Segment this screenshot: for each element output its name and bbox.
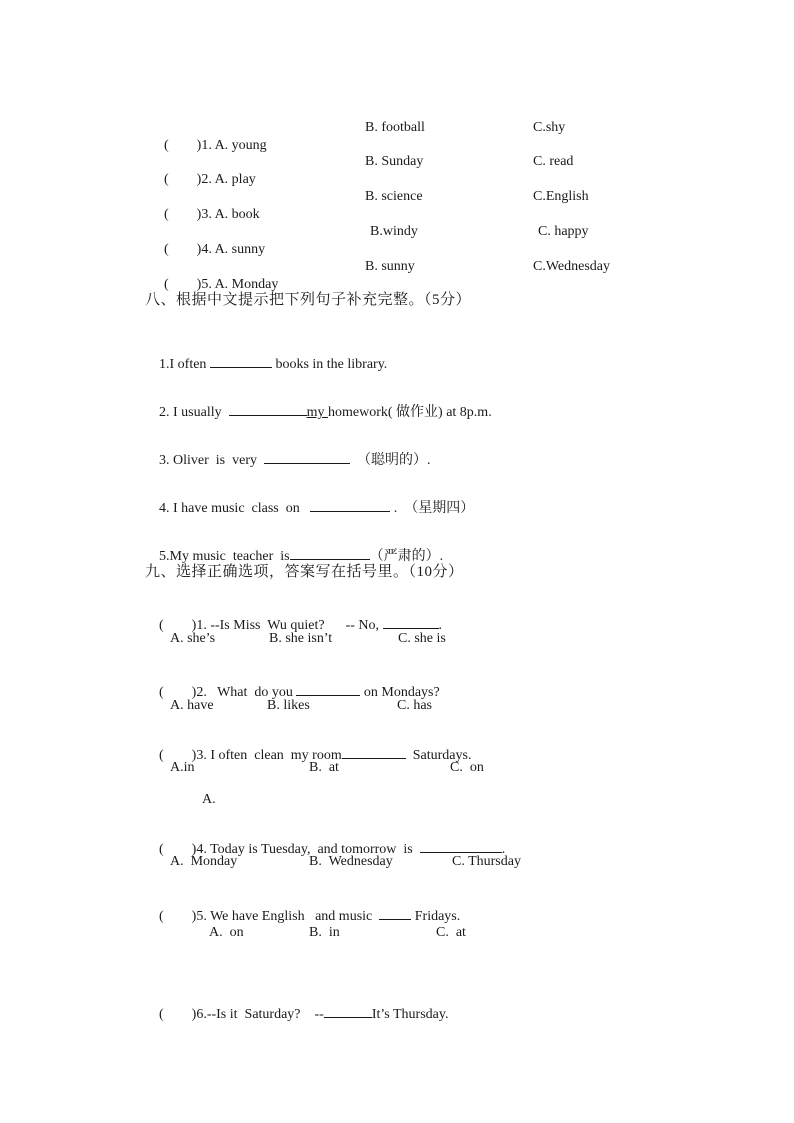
sentence-start: 3. Oliver is very	[159, 453, 264, 468]
option-b: B. science	[365, 189, 423, 204]
answer-blank[interactable]	[379, 907, 411, 920]
option-a: A.in	[170, 760, 195, 775]
option-a: A. play	[214, 172, 256, 187]
option-a: A. sunny	[214, 242, 266, 257]
question-end: Fridays.	[411, 909, 461, 924]
option-c: C. on	[450, 760, 484, 775]
option-a: A. book	[214, 207, 260, 222]
question-text: ( )5. We have English and music	[159, 909, 380, 924]
option-a: A. Monday	[214, 277, 279, 292]
option-c: C. Thursday	[452, 854, 521, 869]
option-c: C.shy	[533, 120, 566, 135]
question-end: Saturdays.	[405, 748, 472, 763]
question-text: ( )6.--Is it Saturday? --	[159, 1007, 324, 1022]
sentence-start: 2. I usually	[159, 405, 229, 420]
answer-blank[interactable]	[310, 499, 390, 512]
sentence-end: . （星期四）	[390, 501, 475, 516]
part8-item-2	[145, 385, 492, 440]
option-b: B.windy	[370, 224, 418, 239]
question-text: ( )3. I often clean my room	[159, 748, 342, 763]
stray-text: A.	[202, 792, 216, 807]
question-end: It’s Thursday.	[371, 1007, 449, 1022]
option-c: C. read	[533, 154, 574, 169]
question-number: 4.	[201, 242, 212, 257]
answer-blank[interactable]	[210, 355, 272, 368]
option-b: B. she isn’t	[269, 631, 333, 646]
option-c: C.English	[533, 189, 589, 204]
question-text: ( )4. Today is Tuesday, and tomorrow is	[159, 842, 420, 857]
question-text: ( )2. What do you	[159, 685, 297, 700]
option-a: A. have	[170, 698, 214, 713]
answer-blank[interactable]	[383, 616, 439, 629]
sentence-end: homework( 做作业) at 8p.m.	[328, 405, 492, 420]
option-b: B. Wednesday	[309, 854, 393, 869]
question-6	[145, 987, 448, 1042]
sentence-end: （严肃的）.	[369, 549, 444, 564]
answer-blank[interactable]	[420, 840, 502, 853]
question-5	[145, 889, 460, 944]
part8-item-3	[145, 433, 430, 488]
answer-blank[interactable]	[296, 683, 360, 696]
answer-paren[interactable]: ( )	[164, 138, 202, 153]
option-b: B. in	[309, 925, 340, 940]
question-text: ( )1. --Is Miss Wu quiet? -- No,	[159, 618, 383, 633]
answer-paren[interactable]: ( )	[164, 242, 202, 257]
part8-item-1	[145, 337, 387, 392]
sentence-start: 5.My music teacher is	[159, 549, 290, 564]
option-b: B. sunny	[365, 259, 415, 274]
sentence-start: 1.I often	[159, 357, 210, 372]
option-a: A. on	[209, 925, 244, 940]
option-a: A. she’s	[170, 631, 216, 646]
question-number: 2.	[201, 172, 212, 187]
question-number: 5.	[201, 277, 212, 292]
answer-blank[interactable]	[324, 1005, 372, 1018]
option-b: B. football	[365, 120, 425, 135]
underlined-word: my	[306, 405, 328, 420]
question-end: .	[438, 618, 443, 633]
sentence-end: （聪明的）.	[349, 453, 431, 468]
question-number: 1.	[201, 138, 212, 153]
question-number: 3.	[201, 207, 212, 222]
option-a: A. young	[214, 138, 267, 153]
question-end: .	[501, 842, 506, 857]
answer-paren[interactable]: ( )	[164, 277, 202, 292]
answer-blank[interactable]	[229, 403, 307, 416]
option-c: C. happy	[538, 224, 589, 239]
section-heading: 八、根据中文提示把下列句子补充完整。（5分）	[145, 292, 472, 308]
option-c: C.Wednesday	[533, 259, 611, 274]
option-b: B. likes	[267, 698, 310, 713]
answer-blank[interactable]	[342, 746, 406, 759]
section-heading: 九、选择正确选项，答案写在括号里。（10分）	[145, 564, 464, 580]
sentence-start: 4. I have music class on	[159, 501, 311, 516]
answer-blank[interactable]	[290, 547, 370, 560]
option-b: B. at	[309, 760, 339, 775]
sentence-end: books in the library.	[271, 357, 388, 372]
option-a: A. Monday	[170, 854, 238, 869]
answer-blank[interactable]	[264, 451, 350, 464]
option-c: C. she is	[398, 631, 446, 646]
answer-paren[interactable]: ( )	[164, 172, 202, 187]
option-b: B. Sunday	[365, 154, 424, 169]
question-end: on Mondays?	[360, 685, 440, 700]
option-c: C. has	[397, 698, 432, 713]
part8-item-4	[145, 481, 474, 536]
answer-paren[interactable]: ( )	[164, 207, 202, 222]
option-c: C. at	[436, 925, 466, 940]
